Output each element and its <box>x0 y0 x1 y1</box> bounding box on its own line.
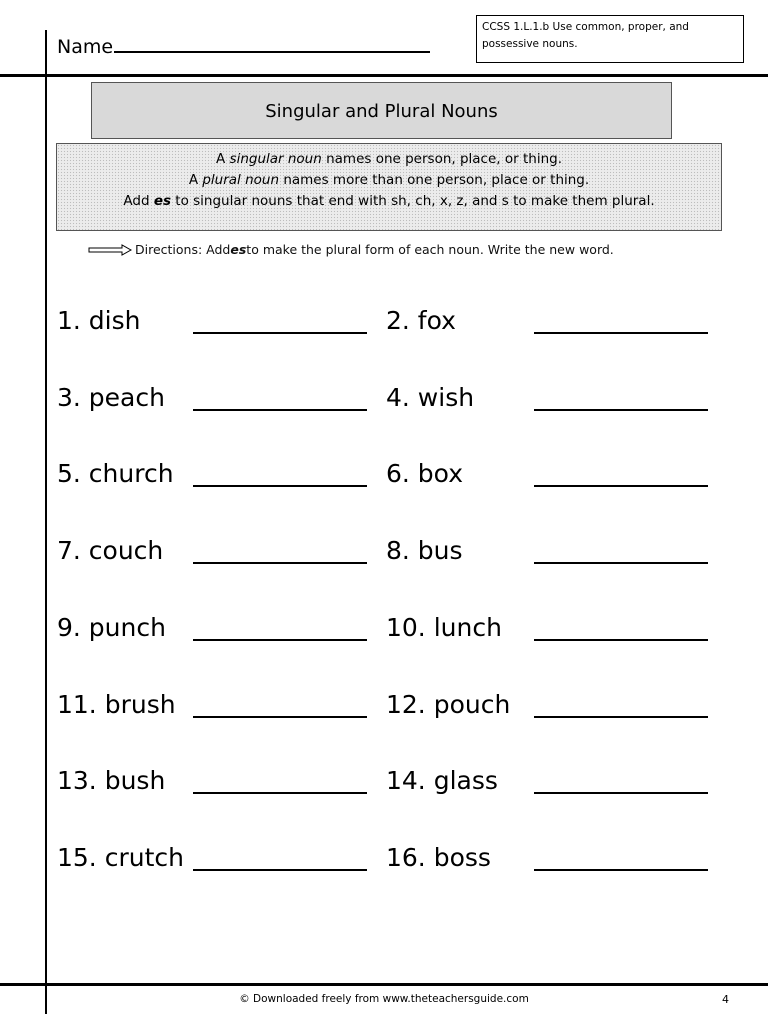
rule-3-prefix: Add <box>123 193 154 209</box>
answer-blank[interactable] <box>193 332 367 334</box>
answer-blank[interactable] <box>193 792 367 794</box>
answer-blank[interactable] <box>534 869 708 871</box>
rule-line-1 <box>57 149 721 170</box>
noun-item: 4. wish <box>386 382 475 412</box>
answer-blank[interactable] <box>534 409 708 411</box>
standard-box <box>476 15 744 63</box>
answer-blank[interactable] <box>534 562 708 564</box>
arrow-right-icon <box>88 244 132 256</box>
directions-text: to make the plural form of each noun. Write the new word. <box>246 242 614 257</box>
noun-item: 7. couch <box>57 536 164 566</box>
noun-item: 9. punch <box>57 612 166 642</box>
answer-blank[interactable] <box>534 332 708 334</box>
page-number: 4 <box>722 993 729 1006</box>
rules-box <box>56 143 722 231</box>
noun-item: 11. brush <box>57 689 176 719</box>
noun-item: 10. lunch <box>386 612 502 642</box>
noun-item: 15. crutch <box>57 842 184 872</box>
rule-2-text: names more than one person, place or thing. <box>279 172 590 188</box>
noun-item: 16. boss <box>386 842 491 872</box>
noun-item: 13. bush <box>57 766 166 796</box>
answer-blank[interactable] <box>193 485 367 487</box>
standard-text: CCSS 1.L.1.b Use common, proper, and possessive nouns. <box>482 21 689 50</box>
noun-item: 5. church <box>57 459 174 489</box>
answer-blank[interactable] <box>534 716 708 718</box>
left-margin-line <box>45 30 47 1014</box>
answer-blank[interactable] <box>193 639 367 641</box>
answer-blank[interactable] <box>534 639 708 641</box>
rule-line-3 <box>57 191 721 212</box>
noun-item: 3. peach <box>57 382 165 412</box>
noun-item: 8. bus <box>386 536 463 566</box>
rule-1-text: names one person, place, or thing. <box>321 151 562 167</box>
answer-blank[interactable] <box>534 485 708 487</box>
name-field <box>57 33 430 58</box>
rule-2-term: plural noun <box>202 172 280 188</box>
worksheet-title <box>91 82 672 139</box>
rule-3-term: es <box>153 193 172 209</box>
rule-line-2 <box>57 170 721 191</box>
rule-3-text: to singular nouns that end with sh, ch, x, z, and s to make them plural. <box>171 193 655 209</box>
answer-blank[interactable] <box>534 792 708 794</box>
name-blank <box>114 33 430 53</box>
footer-divider <box>0 983 768 986</box>
rule-1-term: singular noun <box>229 151 322 167</box>
directions-prefix: Directions: Add <box>135 242 231 257</box>
noun-item: 6. box <box>386 459 463 489</box>
header-divider <box>0 74 768 77</box>
directions-term: es <box>230 242 247 257</box>
noun-item: 1. dish <box>57 306 141 335</box>
noun-item: 2. fox <box>386 306 456 335</box>
footer-credit: © Downloaded freely from www.theteachersguide.com <box>239 993 529 1005</box>
noun-item: 12. pouch <box>386 689 511 719</box>
title-text: Singular and Plural Nouns <box>265 101 498 122</box>
name-label: Name <box>57 36 114 58</box>
directions <box>88 242 614 257</box>
rule-1-prefix: A <box>216 151 230 167</box>
answer-blank[interactable] <box>193 716 367 718</box>
answer-blank[interactable] <box>193 409 367 411</box>
rule-2-prefix: A <box>188 172 203 188</box>
answer-blank[interactable] <box>193 869 367 871</box>
answer-blank[interactable] <box>193 562 367 564</box>
noun-item: 14. glass <box>386 766 498 796</box>
